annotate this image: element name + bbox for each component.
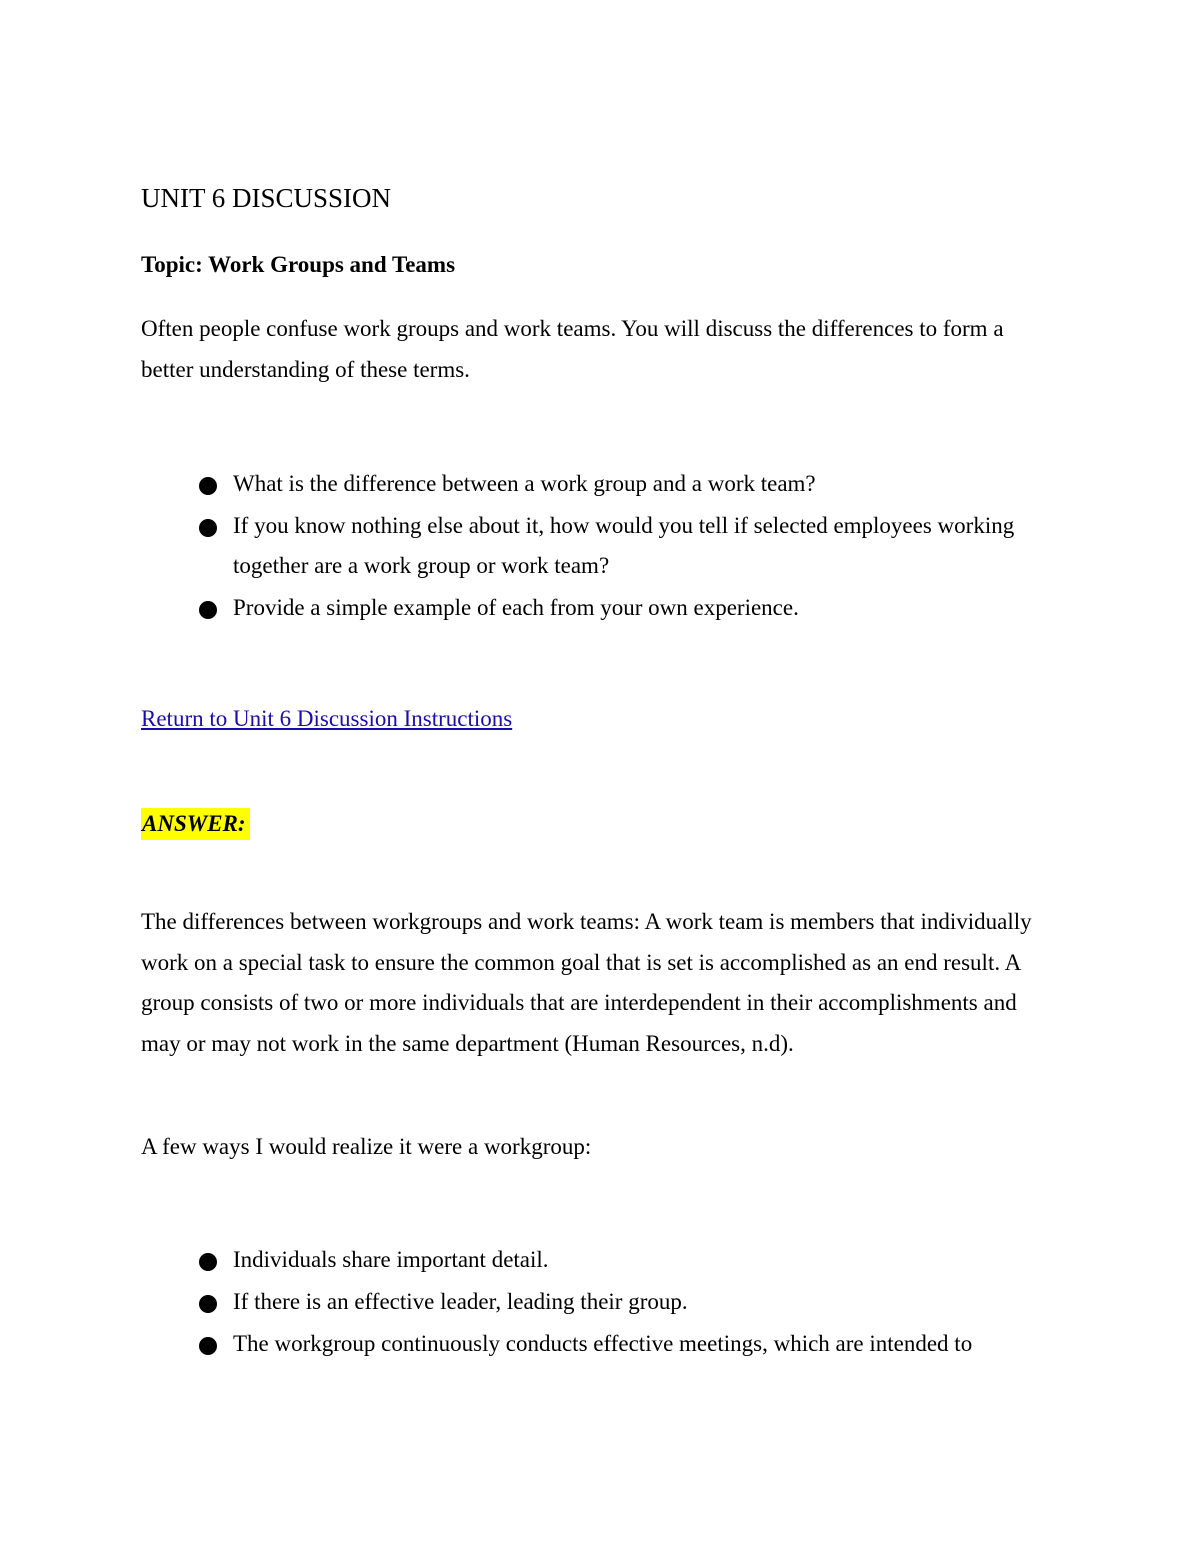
list-item — [197, 506, 1077, 586]
questions-list — [197, 464, 1077, 630]
return-to-instructions-link[interactable]: Return to Unit 6 Discussion Instructions — [141, 706, 513, 731]
bullet-icon — [199, 477, 217, 495]
bullet-icon — [199, 601, 217, 619]
list-item — [197, 464, 1077, 504]
way-text: The workgroup continuously conducts effective meetings, which are intended to — [233, 1331, 973, 1356]
list-item — [197, 1282, 1077, 1322]
answer-label: ANSWER: — [141, 808, 250, 840]
question-text: Provide a simple example of each from your own experience. — [233, 595, 799, 620]
bullet-icon — [199, 1295, 217, 1313]
intro-paragraph: Often people confuse work groups and work teams. You will discuss the differences to form a better understanding of these terms. — [141, 316, 1004, 382]
bullet-icon — [199, 519, 217, 537]
list-item — [197, 588, 1077, 628]
list-item — [197, 1324, 1077, 1364]
answer-paragraph: The differences between workgroups and work teams: A work team is members that individually work on a special task to ensure the common goal that is set is accomplished as an end result. A group consists of two or more individuals that are interdependent in their accomplishments and may or may not work in the same department (Human Resources, n.d). — [141, 909, 1032, 1056]
bullet-icon — [199, 1337, 217, 1355]
few-ways-paragraph: A few ways I would realize it were a workgroup: — [141, 1134, 592, 1159]
list-item — [197, 1240, 1077, 1280]
question-text: What is the difference between a work group and a work team? — [233, 471, 816, 496]
topic-heading: Topic: Work Groups and Teams — [141, 252, 456, 277]
way-text: If there is an effective leader, leading their group. — [233, 1289, 688, 1314]
question-text: If you know nothing else about it, how would you tell if selected employees working together are a work group or work team? — [233, 513, 1015, 578]
way-text: Individuals share important detail. — [233, 1247, 549, 1272]
bullet-icon — [199, 1253, 217, 1271]
ways-list — [197, 1240, 1077, 1366]
document-title: UNIT 6 DISCUSSION — [141, 183, 392, 213]
